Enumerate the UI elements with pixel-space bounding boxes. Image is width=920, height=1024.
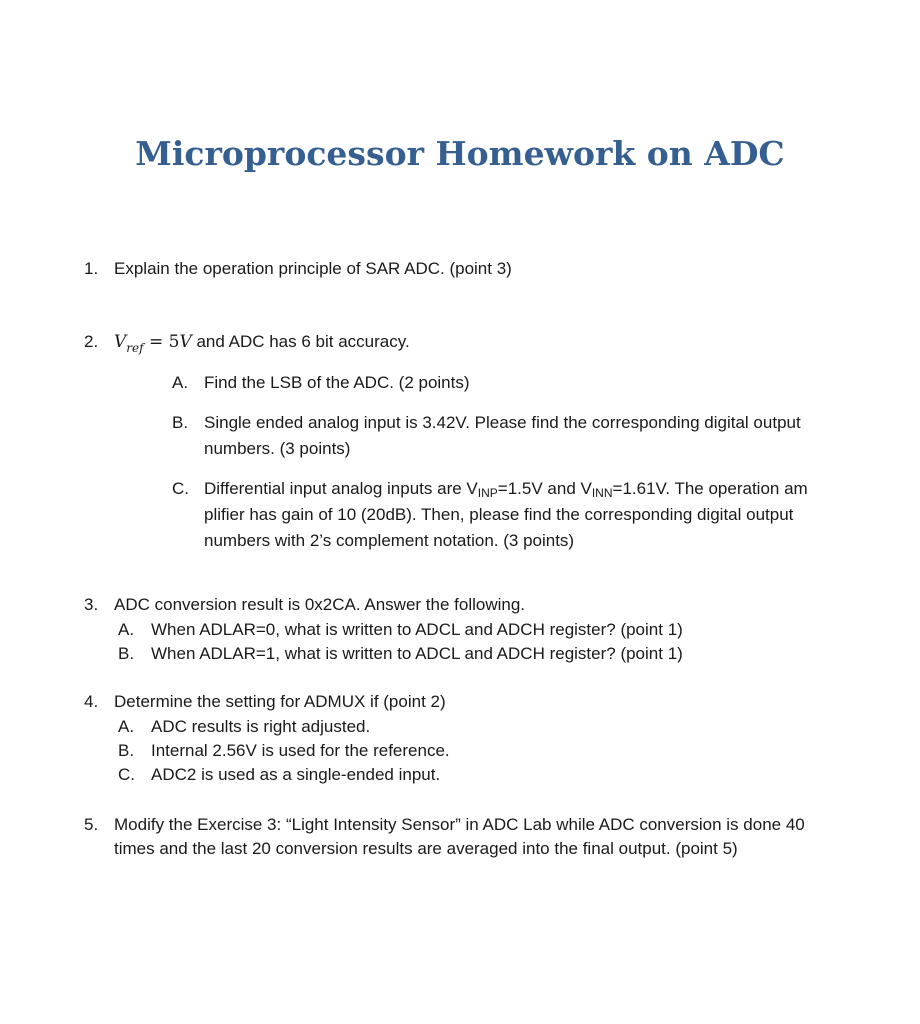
vref-unit: V: [179, 332, 192, 352]
question-3-text: ADC conversion result is 0x2CA. Answer the following.: [114, 595, 526, 614]
question-4a-text: ADC results is right adjusted.: [151, 717, 371, 736]
question-3-number: 3.: [84, 595, 99, 614]
question-2-number: 2.: [84, 332, 99, 351]
question-3b-text: When ADLAR=1, what is written to ADCL and ADCH register? (point 1): [151, 644, 683, 663]
page-title: Microprocessor Homework on ADC: [135, 134, 785, 173]
question-1-number: 1.: [84, 259, 99, 278]
question-4-text: Determine the setting for ADMUX if (point 2): [114, 692, 446, 711]
question-2-text: [114, 329, 410, 361]
question-2c-pre: Differential input analog inputs are V: [204, 479, 478, 498]
question-2c-mid: =1.5V and V: [497, 479, 592, 498]
question-2b-label: B.: [172, 413, 189, 432]
question-2c-line-2: plifier has gain of 10 (20dB). Then, please find the corresponding digital output: [204, 505, 794, 524]
question-4-number: 4.: [84, 692, 99, 711]
vref-subscript: ref: [126, 341, 144, 355]
question-3b-label: B.: [118, 644, 135, 663]
question-2-rest: and ADC has 6 bit accuracy.: [196, 332, 410, 351]
question-2a-text: Find the LSB of the ADC. (2 points): [204, 373, 470, 392]
question-2b-line-2: numbers. (3 points): [204, 439, 351, 458]
vref-formula: [114, 332, 192, 355]
question-5-number: 5.: [84, 815, 99, 834]
question-4c-label: C.: [118, 765, 135, 784]
vref-symbol: V: [114, 332, 127, 352]
question-2c-line-3: numbers with 2’s complement notation. (3 points): [204, 531, 575, 550]
vinp-subscript: INP: [477, 486, 498, 500]
question-4a-label: A.: [118, 717, 135, 736]
question-4c-text: ADC2 is used as a single-ended input.: [151, 765, 441, 784]
question-4b-label: B.: [118, 741, 135, 760]
question-2b-line-1: Single ended analog input is 3.42V. Please find the corresponding digital output: [204, 413, 801, 432]
question-2c-post: =1.61V. The operation am: [612, 479, 808, 498]
question-3a-text: When ADLAR=0, what is written to ADCL and ADCH register? (point 1): [151, 620, 683, 639]
question-3a-label: A.: [118, 620, 135, 639]
vref-equals: = 5: [148, 332, 180, 352]
question-5-line-1: Modify the Exercise 3: “Light Intensity Sensor” in ADC Lab while ADC conversion is done 40: [114, 815, 805, 834]
question-4b-text: Internal 2.56V is used for the reference.: [151, 741, 450, 760]
vinn-subscript: INN: [591, 486, 613, 500]
question-1-text: Explain the operation principle of SAR ADC. (point 3): [114, 259, 512, 278]
question-2c-label: C.: [172, 479, 189, 498]
question-5-line-2: times and the last 20 conversion results are averaged into the final output. (point 5): [114, 839, 738, 858]
question-2a-label: A.: [172, 373, 189, 392]
